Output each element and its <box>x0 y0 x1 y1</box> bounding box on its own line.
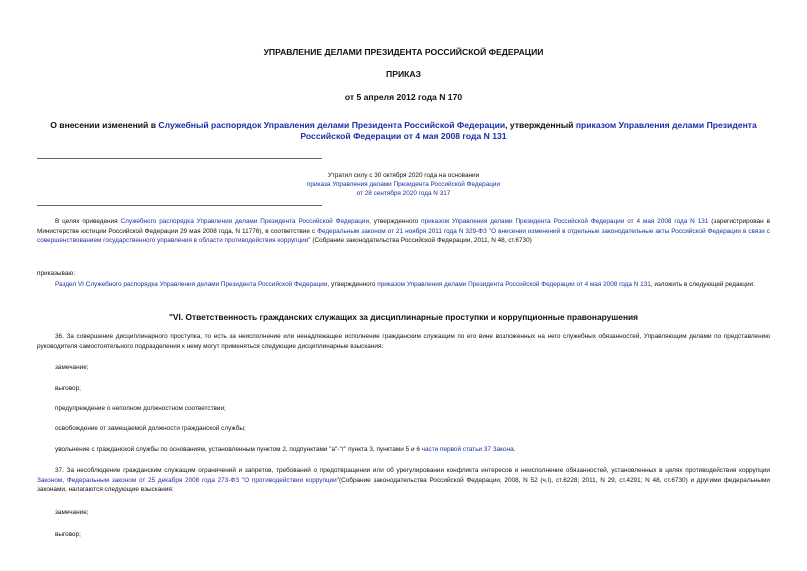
preamble-text-1: В целях приведения <box>55 218 121 225</box>
list36-item-warning: предупреждение о неполном должностном соответствии; <box>55 405 226 412</box>
status-line: Утратил силу с 30 октября 2020 года на основании <box>327 172 480 179</box>
order-link-order-131[interactable]: приказом Управления делами Президента Российской Федерации от 4 мая 2008 года N 131 <box>377 281 651 288</box>
title-link-service-regulations[interactable]: Служебный распорядок Управления делами Президента Российской Федерации <box>158 120 506 130</box>
preamble-link-order-131[interactable]: приказом Управления делами Президента Российской Федерации от 4 мая 2008 года N 131 <box>421 218 709 225</box>
status-note <box>37 171 770 198</box>
preamble-link-law-329[interactable]: Федеральным законом от 21 ноября 2011 года N 329-ФЗ "О внесении изменений в отдельные законодательные акты Российской Федерации в связи с совершенствованием государственного управления в области противодействия коррупции" <box>37 227 771 245</box>
list36-link-article-37[interactable]: части первой статьи 37 Закона <box>421 446 514 453</box>
order-link-section-vi[interactable]: Раздел VI Служебного распорядка Управления делами Президента Российской Федерации <box>55 281 328 288</box>
list36-item-reprimand-remark: замечание; <box>55 364 89 371</box>
preamble-link-regulations[interactable]: Служебного распорядка Управления делами Президента Российской Федерации <box>120 218 370 225</box>
status-link-order-date[interactable]: от 28 сентября 2020 года N 317 <box>356 190 451 197</box>
item-37-paragraph <box>37 466 770 495</box>
preamble-paragraph <box>37 217 770 246</box>
preamble-text-3: (зарегистрирован в Министерстве юстиции Российской Федерации 29 мая 2008 года, N 11776), в соответствие с <box>37 218 770 235</box>
section-vi-title: "VI. Ответственность гражданских служащих за дисциплинарные проступки и коррупционные правонарушения <box>168 312 639 322</box>
divider-bottom <box>37 205 322 206</box>
document-title <box>37 120 770 142</box>
item37-text-1: 37. За несоблюдение гражданским служащим ограничений и запретов, требований о предотвращении или об урегулировании конфликта интересов и неисполнение обязанностей, установленных в целях противодействия коррупции <box>55 467 770 474</box>
order-label: приказываю: <box>37 270 75 277</box>
list36-item-dismissal-position: освобождение от замещаемой должности гражданской службы; <box>55 425 246 432</box>
title-text-1: О внесении изменений в <box>50 120 159 130</box>
preamble-text-4: (Собрание законодательства Российской Федерации, 2011, N 48, ст.6730) <box>310 237 532 245</box>
divider-top <box>37 158 322 159</box>
status-link-order[interactable]: приказа Управления делами Президента Российской Федерации <box>306 181 501 188</box>
title-link-order-131[interactable]: приказом Управления делами Президента Российской Федерации от 4 мая 2008 года N 131 <box>300 120 757 141</box>
order-paragraph <box>37 280 770 290</box>
list37-item-reprimand: выговор; <box>55 531 81 538</box>
order-text-1: , утвержденного <box>327 281 378 288</box>
item37-link-law-273[interactable]: Законом, Федеральным законом от 25 декабря 2008 года 273-ФЗ "О противодействии коррупции" <box>37 476 339 484</box>
item37-text-2: (Собрание законодательства Российской Федерации, 2008, N 52 (ч.I), ст.6228; 2011, N 29, ст.4291; N 48, ст.6730) и другими федеральными законами, налагаются следующие взыскания: <box>37 476 770 494</box>
document-date: от 5 апреля 2012 года N 170 <box>344 92 463 102</box>
list36-e-end: . <box>513 446 516 453</box>
list36-item-dismissal-service <box>37 445 770 455</box>
preamble-text-2: , утвержденного <box>369 218 422 225</box>
issuer-heading: УПРАВЛЕНИЕ ДЕЛАМИ ПРЕЗИДЕНТА РОССИЙСКОЙ ФЕДЕРАЦИИ <box>263 47 544 57</box>
title-text-2: , утвержденный <box>505 120 576 130</box>
list36-e-text: увольнение с гражданской службы по основаниям, установленным пунктом 2, подпунктами "а"-"г" пункта 3, пунктами 5 и 6 <box>55 446 422 453</box>
list37-item-remark: замечание; <box>55 509 89 516</box>
order-text-2: , изложить в следующей редакции: <box>650 281 755 288</box>
list36-item-reprimand: выговор; <box>55 385 81 392</box>
item-36-paragraph: 36. За совершение дисциплинарного проступка, то есть за неисполнение или ненадлежащее исполнение гражданским служащим по его вине возложенных на него служебных обязанностей, Управляющим делами по представлению руководителя самостоятельного подразделения к нему могут применяться следующие дисциплинарные взыскания: <box>37 333 770 350</box>
document-type: ПРИКАЗ <box>386 69 421 79</box>
